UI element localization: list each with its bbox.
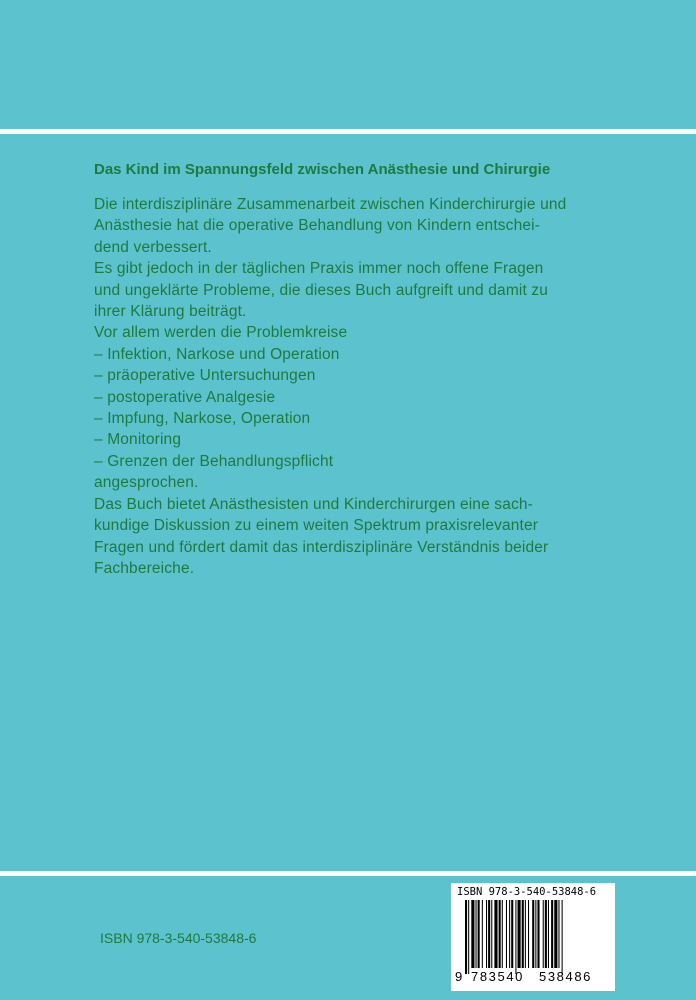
blurb-line: kundige Diskussion zu einem weiten Spektrum praxisrelevanter [94,517,539,535]
topic-list-item: – präoperative Untersuchungen [94,367,316,385]
barcode-bar [511,900,513,968]
barcode-bar [499,900,501,968]
blurb [94,194,654,579]
topic-list-item: – Impfung, Narkose, Operation [94,410,311,428]
barcode-bar [471,900,474,968]
blurb-line: Anästhesie hat die operative Behandlung von Kindern entschei- [94,217,541,235]
blurb-line: Fragen und fördert damit das interdisziplinäre Verständnis beider [94,538,549,556]
barcode-bar [532,900,534,968]
barcode-bar [509,900,510,968]
barcode-bar [537,900,539,968]
bottom-divider [0,871,696,876]
barcode-isbn-header: ISBN 978-3-540-53848-6 [457,886,597,898]
barcode-bar [528,900,529,968]
barcode-right-group: 538486 [539,969,592,984]
barcode-bar [478,900,480,968]
topic-list-item: – postoperative Analgesie [94,388,276,406]
barcode-bar [548,900,549,968]
blurb-line: Es gibt jedoch in der täglichen Praxis immer noch offene Fragen [94,260,544,278]
top-divider [0,129,696,134]
barcode-bar [488,900,490,968]
book-title: Das Kind im Spannungsfeld zwischen Anästhesie und Chirurgie [94,161,551,178]
topic-list-item: – Infektion, Narkose und Operation [94,345,340,363]
barcode-bar [554,900,557,968]
barcode-bar [525,900,526,968]
blurb-line: dend verbessert. [94,238,212,256]
blurb-line: Die interdisziplinäre Zusammenarbeit zwischen Kinderchirurgie und [94,196,567,213]
barcode-bar [558,900,559,968]
blurb-line: Vor allem werden die Problemkreise [94,324,348,342]
barcode-first-digit: 9 [455,969,463,984]
barcode-bar [494,900,497,968]
barcode-bar [518,900,521,968]
barcode-bar [486,900,487,968]
barcode-left-group: 783540 [471,969,524,984]
barcode-bar [468,900,469,974]
blurb-line: angesprochen. [94,474,199,492]
isbn-label: ISBN 978-3-540-53848-6 [100,930,257,946]
barcode-bar [545,900,547,968]
barcode-bar [465,900,467,974]
topic-list-item: – Monitoring [94,431,182,449]
barcode-bar [491,900,492,968]
barcode-bar [522,900,524,968]
barcode-bar [482,900,483,968]
barcode-bar [562,900,563,974]
blurb-line: Fachbereiche. [94,559,195,577]
barcode-bar [535,900,536,968]
barcode-bar [551,900,553,968]
blurb-line: ihrer Klärung beiträgt. [94,303,247,321]
barcode-bar [506,900,507,968]
barcode-bar [502,900,503,968]
blurb-line: und ungeklärte Probleme, die dieses Buch aufgreift und damit zu [94,281,549,299]
barcode-bar [476,900,477,968]
back-cover-text [94,160,654,579]
topic-list-item: – Grenzen der Behandlungspflicht [94,452,334,470]
barcode [451,883,615,991]
blurb-line: Das Buch bietet Anästhesisten und Kinderchirurgen eine sach- [94,495,533,513]
barcode-bar [515,900,516,974]
barcode-bar [543,900,544,968]
